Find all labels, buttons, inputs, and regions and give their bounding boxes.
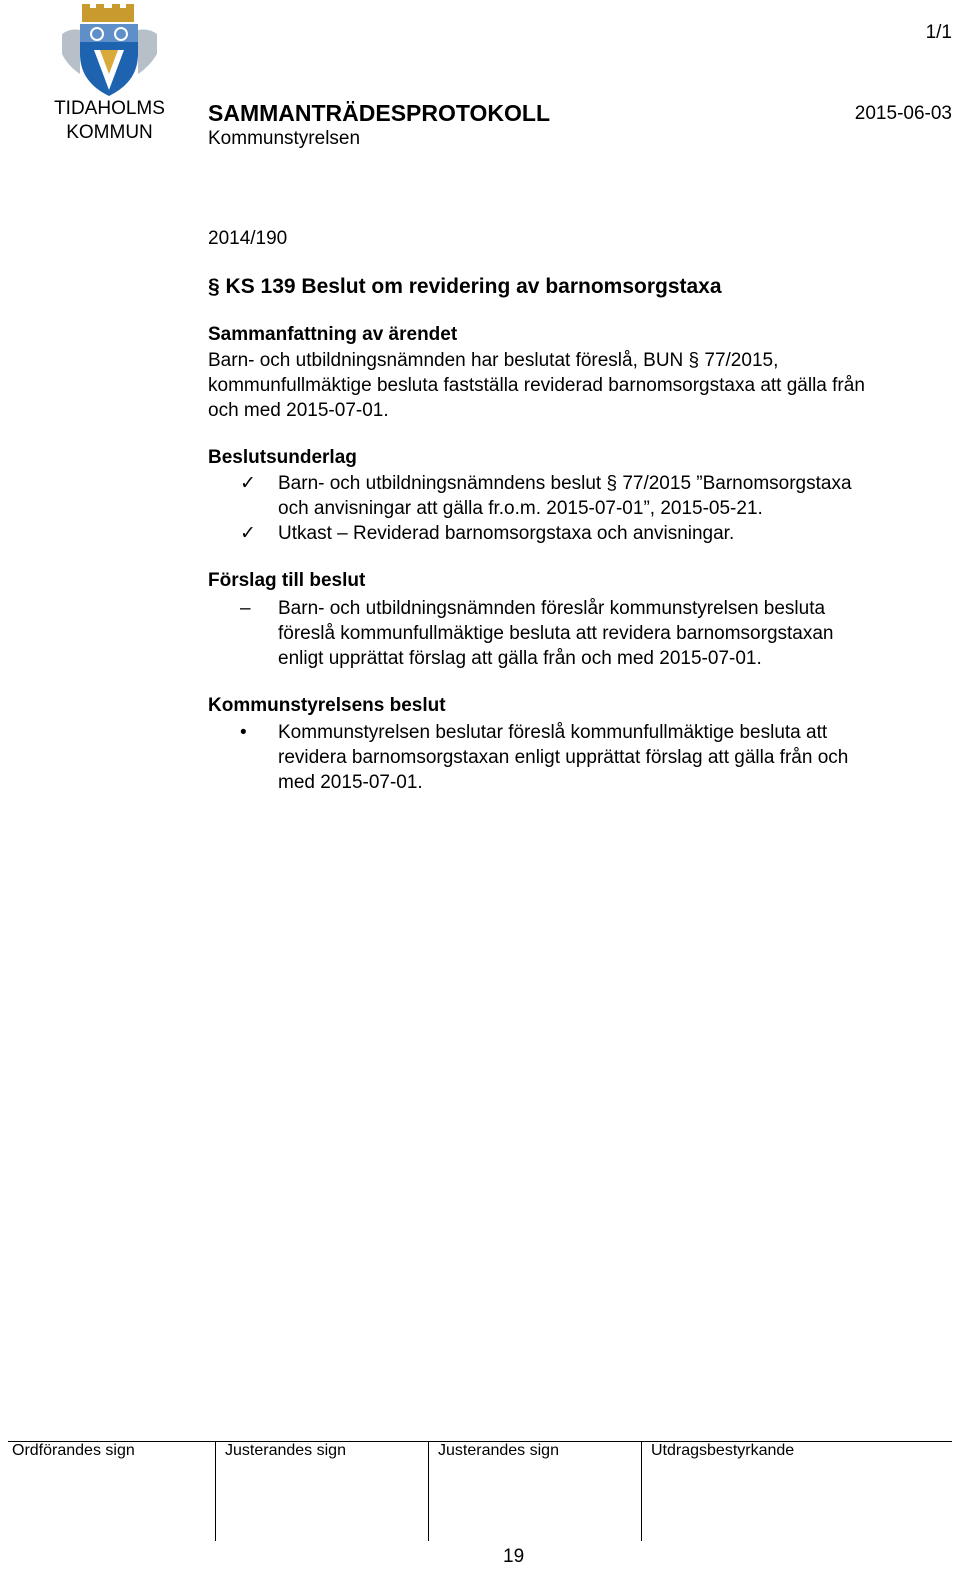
decision-line: revidera barnomsorgstaxan enligt upprättat förslag att gälla från och: [278, 747, 849, 768]
footer-column-divider: [215, 1441, 216, 1541]
decision-line: med 2015-07-01.: [278, 772, 423, 793]
footer-page-number: 19: [503, 1546, 525, 1567]
bullet-icon: •: [240, 722, 247, 743]
footer-column-divider: [428, 1441, 429, 1541]
case-title: [208, 275, 722, 299]
section-sign: §: [208, 275, 220, 298]
proposal-line: Barn- och utbildningsnämnden föreslår kommunstyrelsen besluta: [278, 598, 826, 619]
checkmark-icon: ✓: [240, 523, 256, 544]
logo-text-line1: TIDAHOLMS: [54, 98, 165, 119]
summary-heading: Sammanfattning av ärendet: [208, 324, 458, 345]
basis-item-line: Barn- och utbildningsnämndens beslut § 77/2015 ”Barnomsorgstaxa: [278, 473, 852, 494]
footer-sign-adjuster-2: Justerandes sign: [438, 1442, 559, 1459]
case-title-text: KS 139 Beslut om revidering av barnomsorgstaxa: [225, 275, 722, 298]
decision-heading: Kommunstyrelsens beslut: [208, 695, 446, 716]
page-indicator: 1/1: [925, 22, 952, 43]
decision-line: Kommunstyrelsen beslutar föreslå kommunfullmäktige besluta att: [278, 722, 828, 743]
proposal-heading: Förslag till beslut: [208, 570, 366, 591]
proposal-line: enligt upprättat förslag att gälla från och med 2015-07-01.: [278, 648, 762, 669]
basis-item-line: och anvisningar att gälla fr.o.m. 2015-07-01”, 2015-05-21.: [278, 498, 763, 519]
basis-item: [278, 521, 948, 546]
proposal-item: [278, 596, 948, 671]
summary-line: kommunfullmäktige besluta fastställa reviderad barnomsorgstaxa att gälla från: [208, 375, 865, 396]
footer-sign-adjuster-1: Justerandes sign: [225, 1442, 346, 1459]
basis-item-line: Utkast – Reviderad barnomsorgstaxa och anvisningar.: [278, 523, 735, 544]
document-date: 2015-06-03: [854, 103, 952, 124]
case-number: 2014/190: [208, 228, 288, 249]
summary-line: Barn- och utbildningsnämnden har beslutat föreslå, BUN § 77/2015,: [208, 350, 779, 371]
municipality-logo: [42, 4, 177, 144]
summary-text: [208, 348, 953, 423]
basis-heading: Beslutsunderlag: [208, 447, 357, 468]
organization-name: Kommunstyrelsen: [208, 128, 361, 149]
basis-item: [278, 471, 948, 521]
summary-line: och med 2015-07-01.: [208, 400, 389, 421]
coat-of-arms-icon: [42, 4, 177, 99]
footer-column-divider: [641, 1441, 642, 1541]
decision-item: [278, 720, 948, 795]
proposal-line: föreslå kommunfullmäktige besluta att revidera barnomsorgstaxan: [278, 623, 834, 644]
footer-sign-certified: Utdragsbestyrkande: [651, 1442, 795, 1459]
checkmark-icon: ✓: [240, 473, 256, 494]
document-title: SAMMANTRÄDESPROTOKOLL: [208, 100, 551, 126]
footer-sign-chair: Ordförandes sign: [12, 1442, 135, 1459]
dash-icon: –: [240, 598, 251, 619]
logo-text-line2: KOMMUN: [66, 122, 153, 143]
